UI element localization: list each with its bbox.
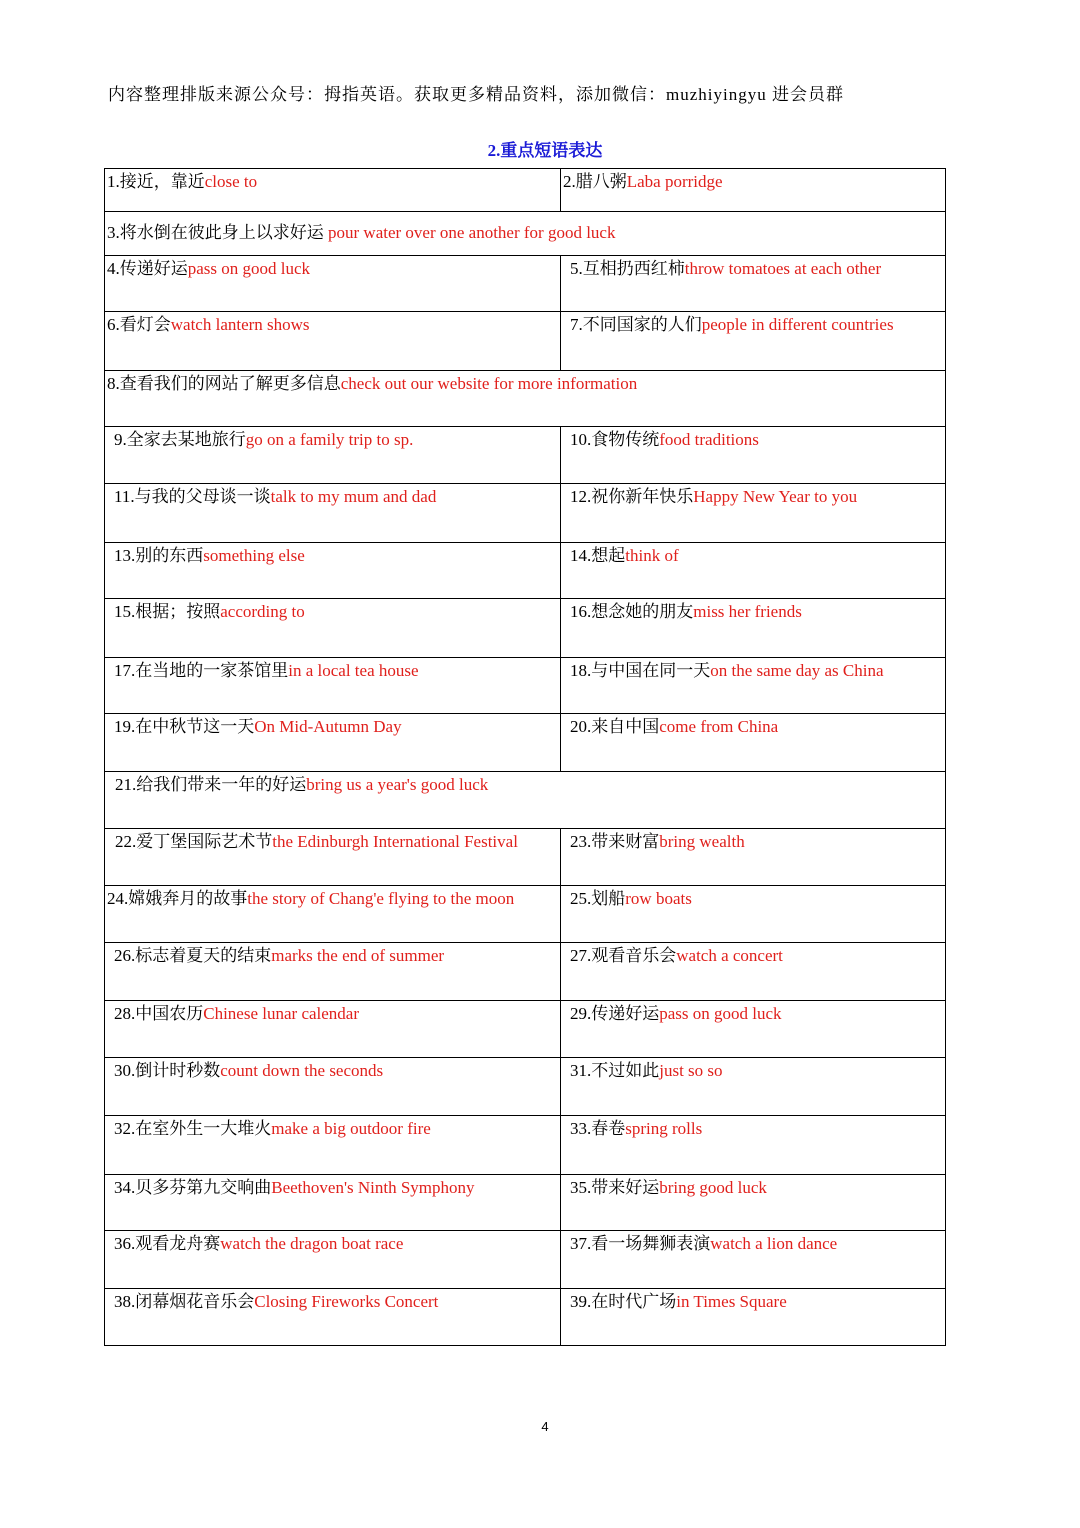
table-row [105, 371, 946, 427]
phrase-cell: 31.不过如此just so so [561, 1058, 946, 1116]
phrase-cell: 25.划船row boats [561, 886, 946, 943]
phrase-cell: 23.带来财富bring wealth [561, 829, 946, 886]
phrase-cell: 26.标志着夏天的结束marks the end of summer [105, 943, 561, 1001]
phrase-cell: 10.食物传统food traditions [561, 427, 946, 484]
phrase-cell: 30.倒计时秒数count down the seconds [105, 1058, 561, 1116]
phrase-cell: 37.看一场舞狮表演watch a lion dance [561, 1231, 946, 1289]
table-row [105, 1231, 946, 1289]
phrase-cell: 2.腊八粥Laba porridge [561, 169, 946, 212]
table-row [105, 1116, 946, 1175]
phrase-cell: 38.闭幕烟花音乐会Closing Fireworks Concert [105, 1289, 561, 1346]
phrase-cell: 28.中国农历Chinese lunar calendar [105, 1001, 561, 1058]
phrase-cell: 34.贝多芬第九交响曲Beethoven's Ninth Symphony [105, 1175, 561, 1231]
phrase-cell: 18.与中国在同一天on the same day as China [561, 658, 946, 714]
phrase-cell: 32.在室外生一大堆火make a big outdoor fire [105, 1116, 561, 1175]
table-row [105, 1289, 946, 1346]
page-number: 4 [541, 1419, 549, 1434]
table-row [105, 484, 946, 543]
phrase-cell: 21.给我们带来一年的好运bring us a year's good luck [105, 772, 946, 829]
phrase-cell: 6.看灯会watch lantern shows [105, 312, 561, 371]
table-row [105, 1175, 946, 1231]
phrase-cell: 27.观看音乐会watch a concert [561, 943, 946, 1001]
phrase-cell: 1.接近，靠近close to [105, 169, 561, 212]
phrase-cell: 19.在中秋节这一天On Mid-Autumn Day [105, 714, 561, 772]
table-row [105, 658, 946, 714]
phrase-table [104, 168, 946, 1346]
table-row [105, 312, 946, 371]
table-row [105, 772, 946, 829]
phrase-cell: 15.根据；按照according to [105, 599, 561, 658]
table-row [105, 599, 946, 658]
phrase-cell: 11.与我的父母谈一谈talk to my mum and dad [105, 484, 561, 543]
table-row [105, 1001, 946, 1058]
phrase-cell: 39.在时代广场in Times Square [561, 1289, 946, 1346]
table-row [105, 943, 946, 1001]
table-row [105, 169, 946, 212]
phrase-cell: 8.查看我们的网站了解更多信息check out our website for more information [105, 371, 946, 427]
phrase-cell: 13.别的东西something else [105, 543, 561, 599]
phrase-cell: 14.想起think of [561, 543, 946, 599]
phrase-cell: 9.全家去某地旅行go on a family trip to sp. [105, 427, 561, 484]
phrase-cell: 24.嫦娥奔月的故事the story of Chang'e flying to the moon [105, 886, 561, 943]
table-row [105, 543, 946, 599]
phrase-cell: 33.春卷spring rolls [561, 1116, 946, 1175]
source-header: 内容整理排版来源公众号：拇指英语。获取更多精品资料，添加微信：muzhiyingyu 进会员群 [108, 85, 844, 104]
table-row [105, 256, 946, 312]
phrase-cell: 22.爱丁堡国际艺术节the Edinburgh International Festival [105, 829, 561, 886]
phrase-cell: 29.传递好运pass on good luck [561, 1001, 946, 1058]
table-row [105, 1058, 946, 1116]
phrase-cell: 17.在当地的一家茶馆里in a local tea house [105, 658, 561, 714]
table-row [105, 427, 946, 484]
table-row [105, 212, 946, 256]
phrase-cell: 35.带来好运bring good luck [561, 1175, 946, 1231]
phrase-cell: 12.祝你新年快乐Happy New Year to you [561, 484, 946, 543]
phrase-cell: 3.将水倒在彼此身上以求好运 pour water over one another for good luck [105, 212, 946, 256]
table-row [105, 829, 946, 886]
phrase-cell: 7.不同国家的人们people in different countries [561, 312, 946, 371]
phrase-cell: 4.传递好运pass on good luck [105, 256, 561, 312]
phrase-cell: 36.观看龙舟赛watch the dragon boat race [105, 1231, 561, 1289]
phrase-cell: 20.来自中国come from China [561, 714, 946, 772]
phrase-cell: 5.互相扔西红柿throw tomatoes at each other [561, 256, 946, 312]
phrase-cell: 16.想念她的朋友miss her friends [561, 599, 946, 658]
table-row [105, 886, 946, 943]
section-title: 2.重点短语表达 [487, 141, 603, 160]
table-row [105, 714, 946, 772]
